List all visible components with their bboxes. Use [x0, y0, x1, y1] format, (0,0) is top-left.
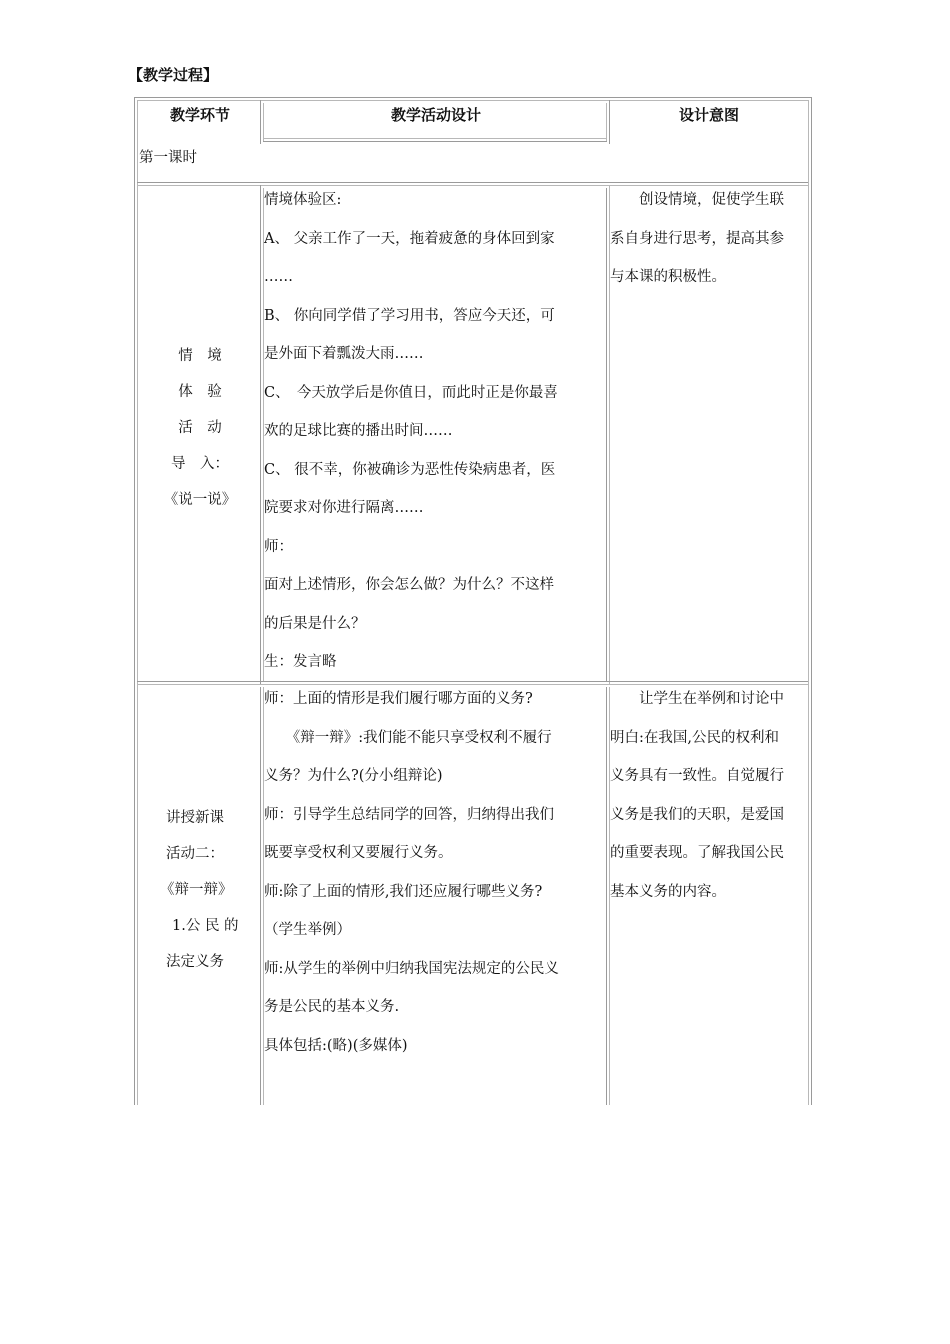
header-design-intent: 设计意图 — [678, 106, 739, 124]
row2-section-line: 法定义务 — [166, 954, 224, 970]
table-border-top-inner — [137, 100, 808, 101]
activity-line: 师： — [264, 538, 293, 555]
header-box-bottom-inner — [263, 138, 607, 139]
activity-line: 情境体验区: — [264, 192, 342, 208]
intent-line: 义务具有一致性。自觉履行 — [610, 768, 784, 784]
row1-section-line: 情 境 — [178, 348, 222, 364]
intent-line: 基本义务的内容。 — [610, 883, 726, 900]
activity-line: 师：引导学生总结同学的回答，归纳得出我们 — [264, 806, 554, 823]
activity-line: 具体包括:(略)(多媒体) — [264, 1037, 408, 1054]
activity-line: …… — [264, 269, 293, 285]
header-teaching-stage: 教学环节 — [169, 106, 230, 124]
row2-section-line: 1.公 民 的 — [172, 918, 239, 934]
activity-line: C、 很不幸，你被确诊为恶性传染病患者，医 — [264, 461, 556, 478]
row1-divider-b — [606, 188, 607, 681]
activity-line: 师：上面的情形是我们履行哪方面的义务? — [264, 691, 533, 707]
activity-line: 的后果是什么？ — [264, 615, 366, 632]
row1-intent-cell — [610, 181, 815, 297]
section-heading: 【教学过程】 — [128, 66, 219, 84]
activity-line: C、 今天放学后是你值日，而此时正是你最喜 — [264, 384, 558, 401]
activity-line: 面对上述情形，你会怎么做？为什么？不这样 — [264, 577, 554, 593]
lesson-label: 第一课时 — [139, 150, 197, 166]
activity-line: 务是公民的基本义务. — [264, 999, 400, 1015]
row2-section-line: 《辩一辩》 — [160, 882, 233, 898]
intent-line: 创设情境，促使学生联 — [610, 192, 784, 208]
header-activity-design: 教学活动设计 — [390, 106, 481, 124]
activity-line: 是外面下着瓢泼大雨…… — [264, 346, 424, 362]
row2-intent-cell — [610, 680, 815, 911]
row1-section-line: 体 验 — [178, 384, 222, 400]
row2-section-cell — [144, 800, 256, 980]
row2-divider-b — [606, 687, 607, 1105]
intent-line: 系自身进行思考，提高其参 — [610, 230, 784, 247]
table-border-top — [134, 97, 811, 98]
row2-activity-cell — [264, 680, 559, 1065]
activity-line: 生：发言略 — [264, 654, 337, 670]
row1-section-line: 活 动 — [178, 420, 222, 436]
row1-section-line: 导 入： — [171, 456, 229, 472]
activity-line: 既要享受权利又要履行义务。 — [264, 845, 453, 861]
row2-divider-a — [260, 687, 261, 1105]
header-box-bottom — [263, 141, 607, 142]
intent-line: 的重要表现。了解我国公民 — [610, 845, 784, 861]
table-border-left-inner — [137, 100, 138, 1105]
activity-line: B、 你向同学借了学习用书，答应今天还，可 — [264, 307, 555, 324]
activity-line: 师:除了上面的情形,我们还应履行哪些义务? — [264, 883, 543, 900]
row1-section-cell — [138, 338, 262, 518]
activity-line: （学生举例） — [264, 922, 351, 938]
activity-line: 欢的足球比赛的播出时间…… — [264, 423, 453, 439]
intent-line: 让学生在举例和讨论中 — [610, 691, 784, 707]
intent-line: 义务是我们的天职，是爱国 — [610, 806, 784, 823]
row1-section-line: 《说一说》 — [163, 492, 237, 508]
activity-line: 院要求对你进行隔离…… — [264, 500, 424, 516]
activity-line: 师:从学生的举例中归纳我国宪法规定的公民义 — [264, 960, 559, 977]
intent-line: 与本课的积极性。 — [610, 269, 726, 285]
table-border-left — [134, 97, 135, 1105]
activity-line: 《辩一辩》:我们能不能只享受权利不履行 — [264, 729, 552, 746]
row1-activity-cell — [264, 181, 558, 682]
intent-line: 明白:在我国,公民的权利和 — [610, 729, 779, 746]
row2-section-line: 活动二： — [166, 846, 224, 862]
row2-section-line: 讲授新课 — [166, 810, 224, 826]
activity-line: 义务？为什么?(分小组辩论) — [264, 768, 443, 784]
activity-line: A、 父亲工作了一天，拖着疲惫的身体回到家 — [264, 230, 555, 247]
